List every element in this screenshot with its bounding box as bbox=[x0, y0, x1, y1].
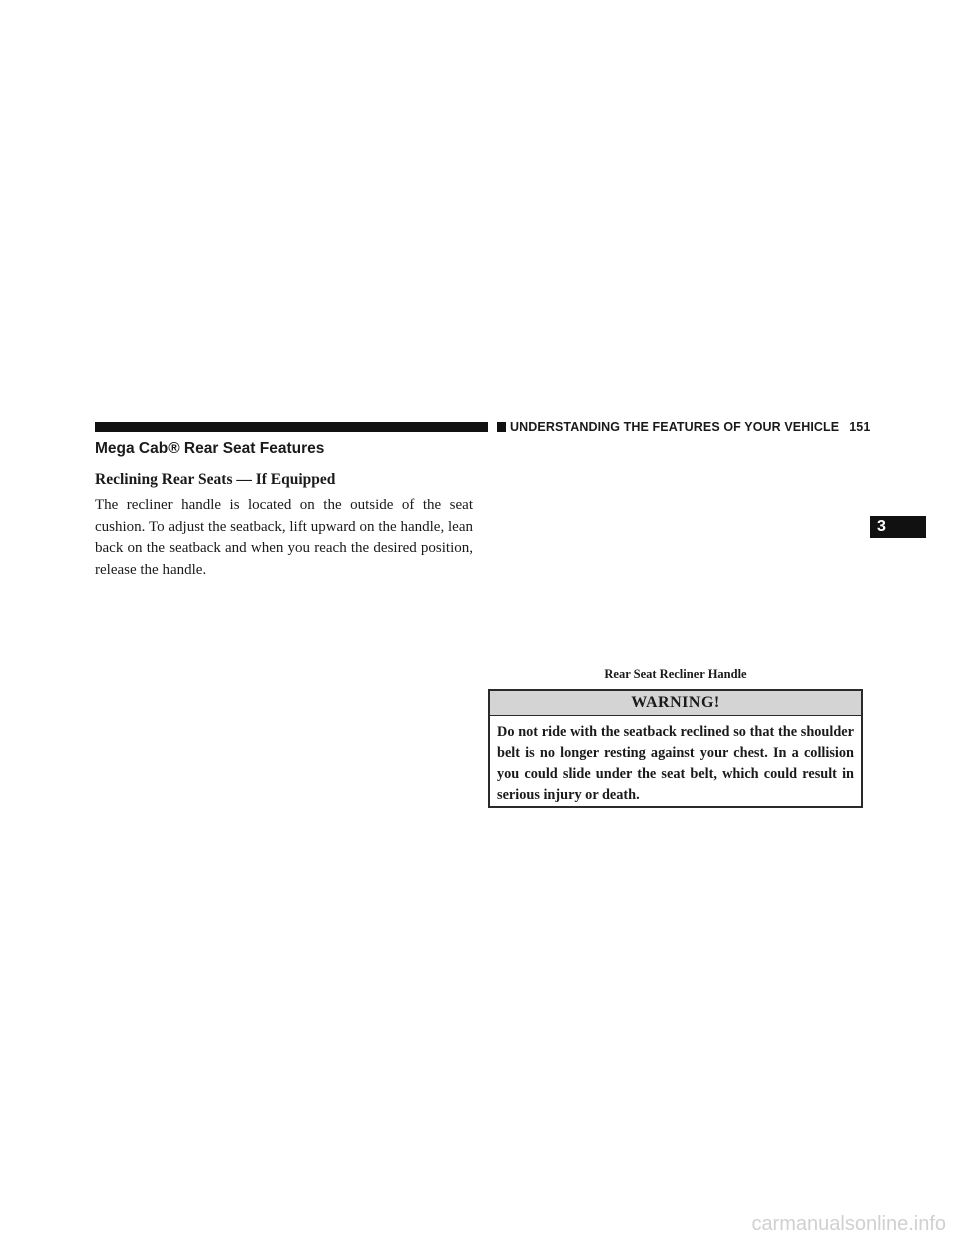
running-header bbox=[506, 418, 874, 436]
warning-box bbox=[488, 689, 863, 808]
header-title: UNDERSTANDING THE FEATURES OF YOUR VEHICLE bbox=[510, 420, 840, 434]
chapter-tab: 3 bbox=[870, 516, 926, 538]
page-number: 151 bbox=[849, 420, 871, 434]
subsection-title: Reclining Rear Seats — If Equipped bbox=[95, 471, 336, 488]
warning-heading: WARNING! bbox=[490, 691, 861, 716]
watermark: carmanualsonline.info bbox=[751, 1213, 946, 1235]
header-rule-left bbox=[95, 422, 488, 432]
warning-text: Do not ride with the seatback reclined so that the shoulder belt is no longer resting against your chest. In a collision you could slide under the seat belt, which could result in serious injury or death. bbox=[497, 724, 854, 803]
figure-caption: Rear Seat Recliner Handle bbox=[604, 667, 747, 681]
section-title: Mega Cab® Rear Seat Features bbox=[95, 440, 325, 457]
body-paragraph: The recliner handle is located on the outside of the seat cushion. To adjust the seatback, lift upward on the handle, lean back on the seatback and when you reach the desired position, release the handle. bbox=[95, 497, 473, 578]
